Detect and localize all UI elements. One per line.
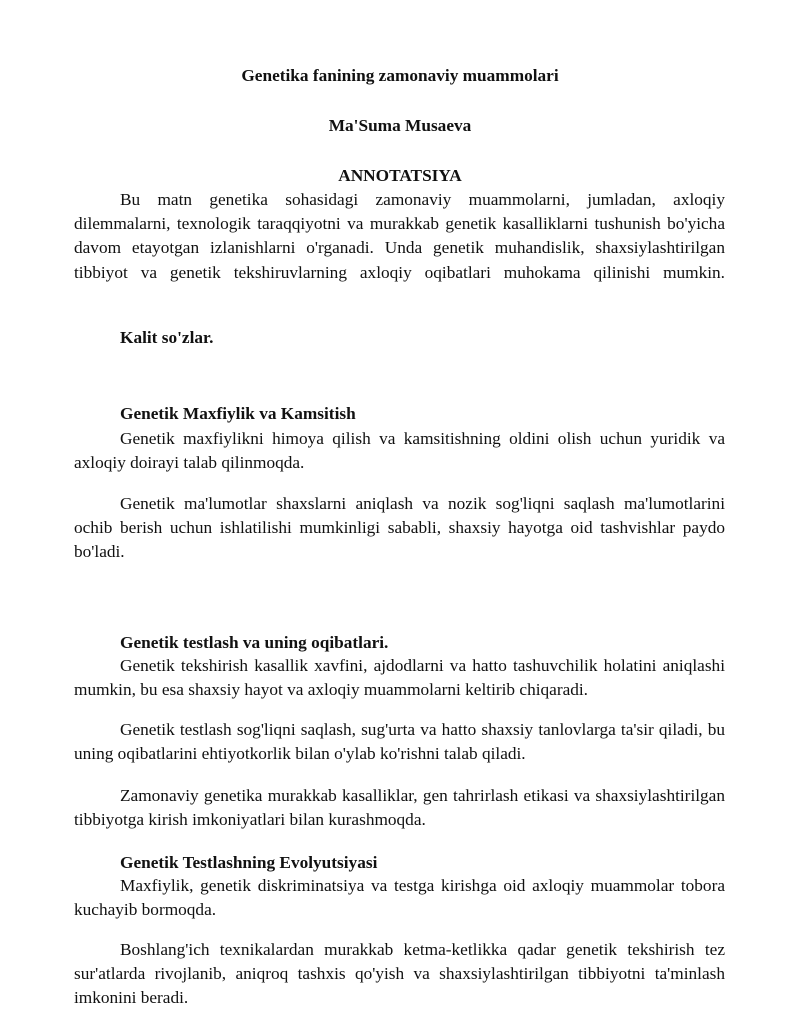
section-paragraph: Maxfiylik, genetik diskriminatsiya va testga kirishga oid axloqiy muammolar tobora kuchayib bormoqda. <box>74 876 725 920</box>
section-paragraph: Boshlang'ich texnikalardan murakkab ketma-ketlikka qadar genetik tekshirish tez sur'atlarda rivojlanib, aniqroq tashxis qo'yish va shaxsiylashtirilgan tibbiyotni ta'minlash imkonini beradi. <box>74 940 725 1008</box>
author-name: Ma'Suma Musaeva <box>328 116 472 135</box>
annotation-heading: ANNOTATSIYA <box>338 166 462 185</box>
section-heading-evolution: Genetik Testlashning Evolyutsiyasi <box>120 853 378 872</box>
annotation-paragraph: Bu matn genetika sohasidagi zamonaviy muammolarni, jumladan, axloqiy dilemmalarni, texnologik taraqqiyotni va murakkab genetik kasalliklarni tushunish bo'yicha davom etayotgan izlanishlarni o'rganadi. Unda genetik muhandislik, shaxsiylashtirilgan tibbiyot va genetik tekshiruvlarning axloqiy oqibatlari muhokama qilinishi mumkin. <box>74 190 725 282</box>
section-paragraph: Genetik tekshirish kasallik xavfini, ajdodlarni va hatto tashuvchilik holatini aniqlashi mumkin, bu esa shaxsiy hayot va axloqiy muammolarni keltirib chiqaradi. <box>74 656 725 700</box>
section-heading-privacy: Genetik Maxfiylik va Kamsitish <box>120 404 356 423</box>
document-title: Genetika fanining zamonaviy muammolari <box>241 66 559 85</box>
section-paragraph: Zamonaviy genetika murakkab kasalliklar, gen tahrirlash etikasi va shaxsiylashtirilgan tibbiyotga kirish imkoniyatlari bilan kurashmoqda. <box>74 786 725 830</box>
keywords-label: Kalit so'zlar. <box>120 328 214 347</box>
section-paragraph: Genetik testlash sog'liqni saqlash, sug'urta va hatto shaxsiy tanlovlarga ta'sir qiladi, bu uning oqibatlarini ehtiyotkorlik bilan o'ylab ko'rishni talab qiladi. <box>74 720 725 764</box>
section-paragraph: Genetik ma'lumotlar shaxslarni aniqlash va nozik sog'liqni saqlash ma'lumotlarini ochib berish uchun ishlatilishi mumkinligi sababli, shaxsiy hayotga oid tashvishlar paydo bo'ladi. <box>74 494 725 562</box>
section-heading-testing: Genetik testlash va uning oqibatlari. <box>120 633 389 652</box>
section-paragraph: Genetik maxfiylikni himoya qilish va kamsitishning oldini olish uchun yuridik va axloqiy doirayi talab qilinmoqda. <box>74 429 725 473</box>
